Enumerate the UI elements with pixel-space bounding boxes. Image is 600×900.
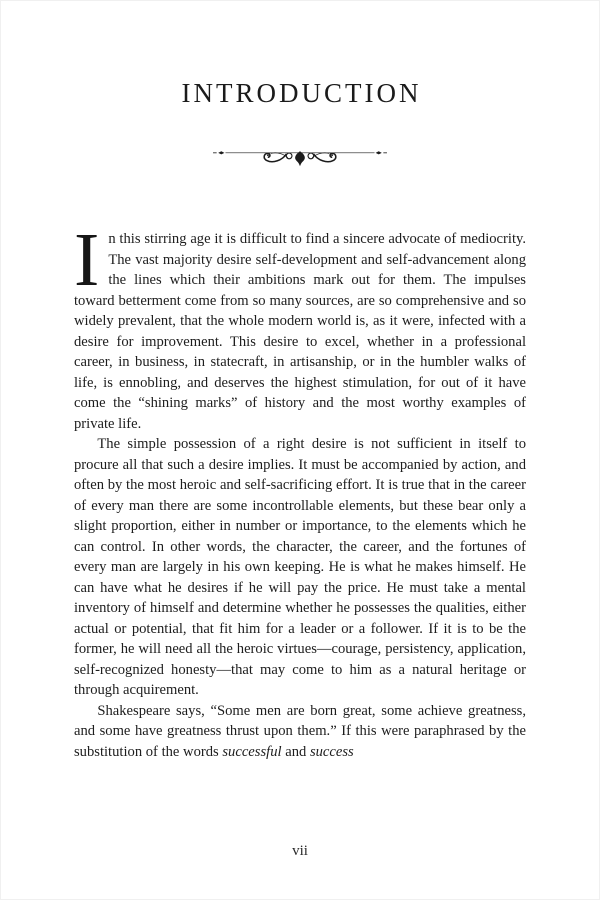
ornament-flourish-icon [212, 144, 388, 172]
drop-cap: I [74, 218, 100, 302]
page-number: vii [292, 843, 308, 859]
paragraph-2-text: The simple possession of a right desire is not sufficient in itself to procure all that such a desire implies. It must be accompanied by action, and often by the most heroic and self-sacrificing effort. It is true that in the career of every man there are some incontrollable elements, but these bear only a slight proportion, either in number or importance, to the elements which he can control. In other words, the character, the career, and the fortunes of every man are largely in his own keeping. He is what he makes himself. He can have what he desires if he will pay the price. He must take a mental inventory of himself and determine whether he possesses the qualities, either actual or potential, that fit him for a leader or a follower. If it is to be the former, he will need all the heroic virtues—courage, persistency, application, self-recognized honesty—that may come to him as a natural heritage or through acquirement. [74, 436, 526, 698]
paragraph-3 [74, 701, 526, 763]
paragraph-1-text: n this stirring age it is difficult to find a sincere advocate of mediocrity. The vast majority desire self-development and self-advancement along the lines which their ambitions mark out for them. The impulses toward betterment come from so many sources, are so comprehensive and so widely prevalent, that the whole modern world is, as it were, infected with a desire for improvement. This desire to excel, whether in a professional career, in business, in statecraft, in artisanship, or in the humbler walks of life, is ennobling, and deserves the highest stimulation, for out of it have come the “shining marks” of history and the most worthy examples of private life. [74, 231, 526, 432]
chapter-title: INTRODUCTION [181, 78, 422, 108]
paragraph-2 [74, 434, 526, 701]
paragraph-3-text-mid: and [281, 743, 310, 760]
italic-word-success: success [309, 743, 354, 760]
paragraph-3-text: Shakespeare says, “Some men are born great, some achieve greatness, and some have greatness thrust upon them.” If this were paraphrased by the substitution of the words [74, 702, 526, 760]
italic-word-successful: successful [222, 743, 282, 760]
paragraph-1 [74, 218, 526, 434]
chapter-body [74, 218, 526, 762]
